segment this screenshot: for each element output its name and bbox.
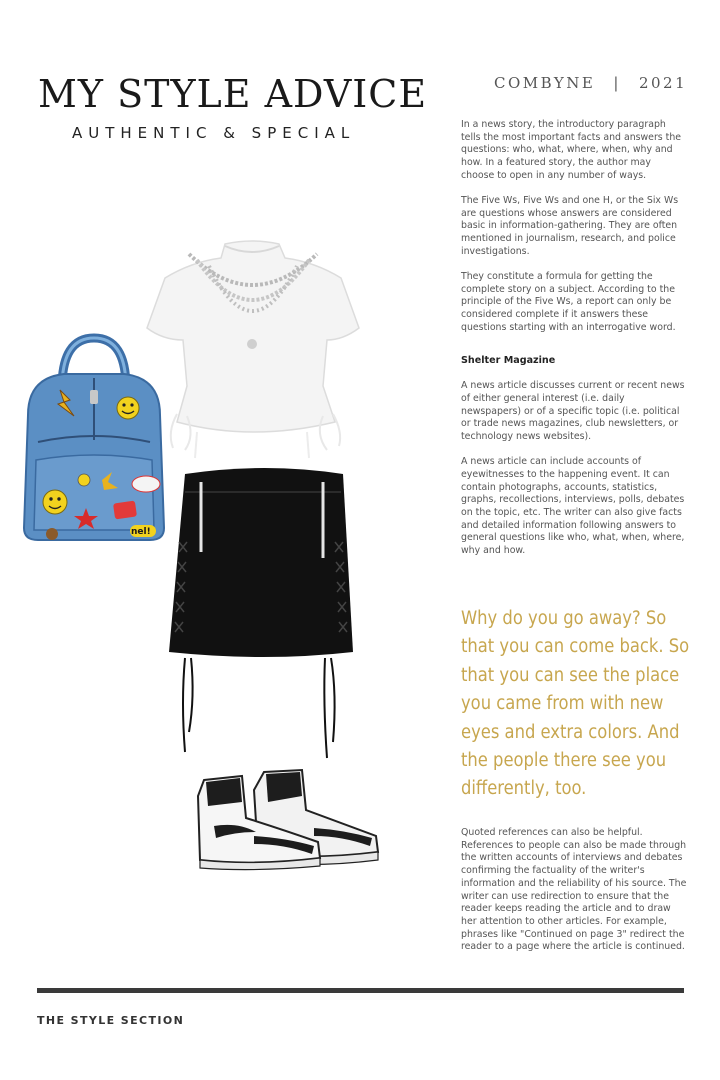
pull-quote: Why do you go away? So that you can come back. So that you can see the place you came from with new eyes and extra colors. And the people there see you differently, too. <box>461 608 690 800</box>
article-paragraph: The Five Ws, Five Ws and one H, or the Six Ws are questions whose answers are considered basic in information-gathering. They are often mentioned in journalism, research, and police investigations. <box>461 195 679 257</box>
footer-rule <box>37 988 684 993</box>
sneakers-image <box>194 766 382 870</box>
page-subtitle: AUTHENTIC & SPECIAL <box>72 124 356 142</box>
page-title: MY STYLE ADVICE <box>38 72 428 116</box>
brand-separator: | <box>613 74 621 92</box>
crop-top-image <box>137 236 367 470</box>
brand-name: COMBYNE <box>494 74 596 92</box>
brand-line <box>494 74 687 92</box>
skirt-image <box>165 462 355 762</box>
article-column <box>461 119 686 570</box>
article-paragraph: A news article discusses current or recent news of either general interest (i.e. daily newspapers) or of a specific topic (i.e. political or trade news magazines, club newsletters, or technology news websites). <box>461 380 685 443</box>
article-paragraph-tail: Quoted references can also be helpful. References to people can also be made through the written accounts of interviews and debates confirming the factuality of the writer's information and the reliability of his source. The writer can use redirection to ensure that the reader keeps reading the article and to draw her attention to other articles. For example, phrases like "Continued on page 3" redirect the reader to a page where the article is continued. <box>461 827 687 953</box>
brand-year: 2021 <box>638 74 688 92</box>
section-heading: Shelter Magazine <box>461 354 556 366</box>
article-paragraph: In a news story, the introductory paragraph tells the most important facts and answers the questions: who, what, where, when, why and how. In a featured story, the author may choose to open in any number of ways. <box>461 119 682 181</box>
article-paragraph: They constitute a formula for getting the complete story on a subject. According to the principle of the Five Ws, a report can only be considered complete if it answers these questions starting with an interrogative word. <box>461 271 676 333</box>
svg-text:nel!: nel! <box>131 527 151 537</box>
article-paragraph: A news article can include accounts of eyewitnesses to the happening event. It can contain photographs, accounts, statistics, graphs, recollections, interviews, polls, debates on the topic, etc. The writer can also give facts and detailed information following answers to general questions like who, what, when, where, why and how. <box>461 456 685 557</box>
footer-label: THE STYLE SECTION <box>37 1014 185 1027</box>
